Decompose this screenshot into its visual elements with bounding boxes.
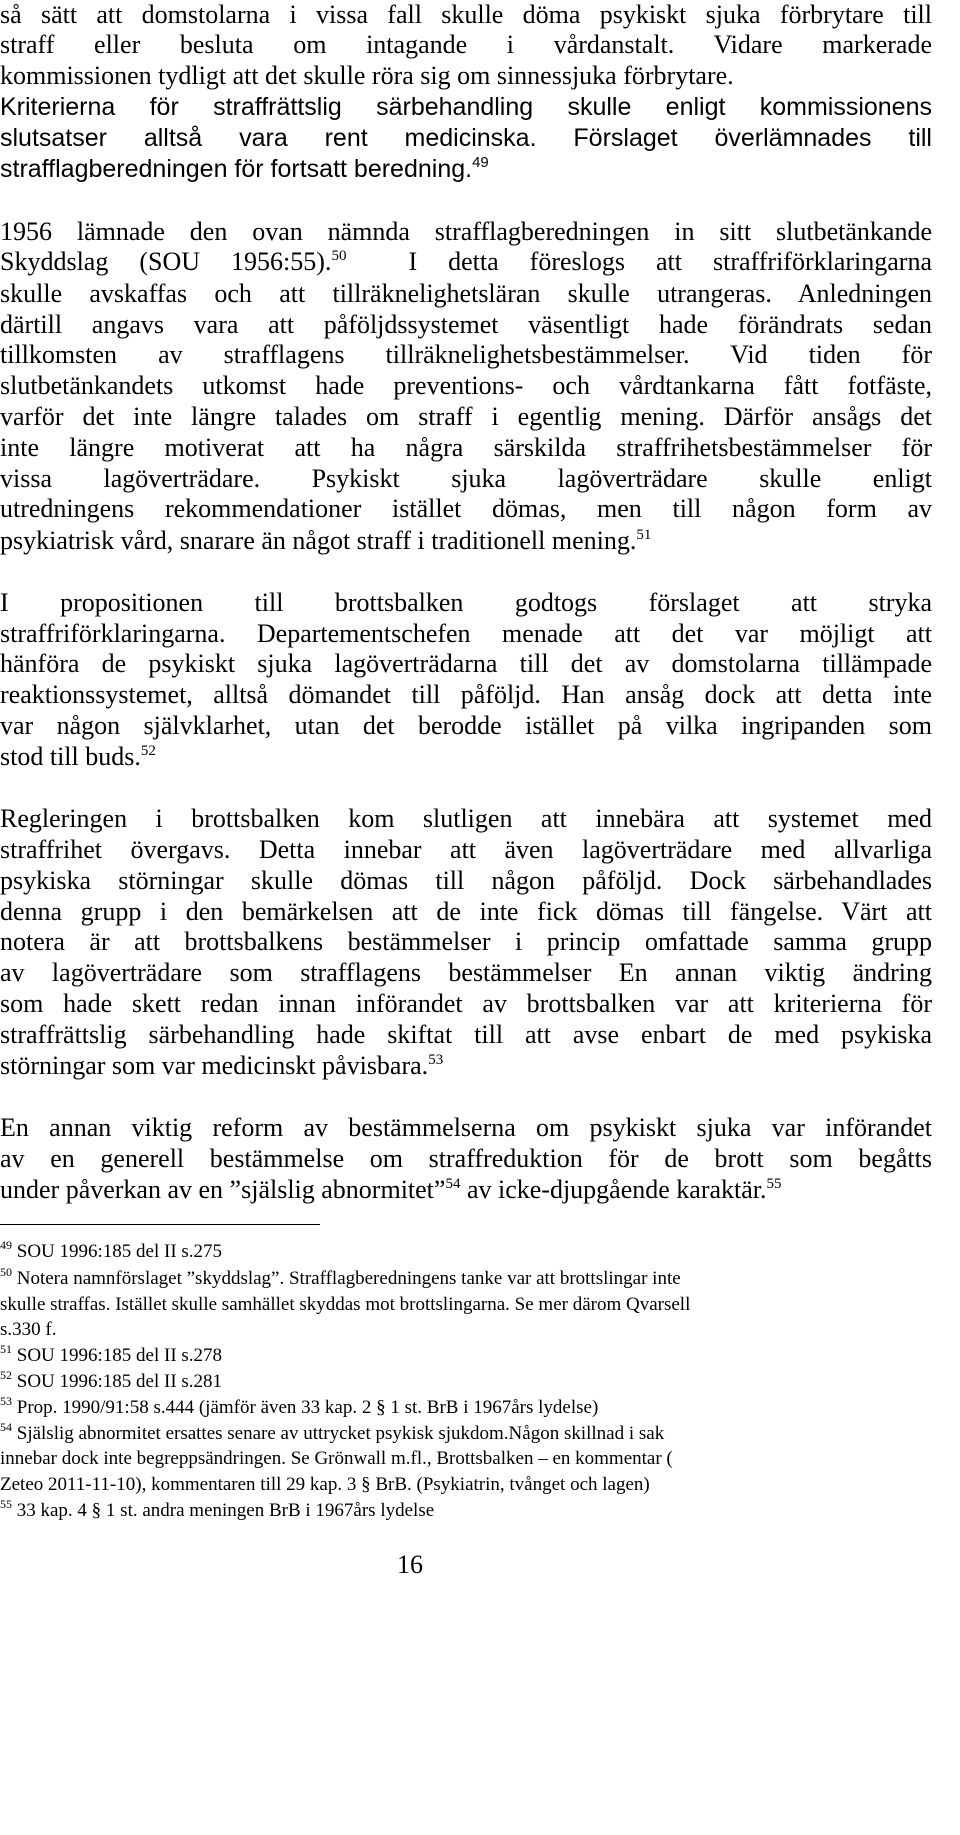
text-line: därtill angavs vara att påföljdssystemet väsentligt hade förändrats sedan <box>0 310 932 339</box>
text-line: straffriförklaringarna. Departementschefen menade att det var möjligt att <box>0 619 932 648</box>
text-line: straffrättslig särbehandling hade skiftat till att avse enbart de med psykiska <box>0 1020 932 1049</box>
footnote-continuation: skulle straffas. Istället skulle samhället skyddas mot brottslingarna. Se mer därom Qvarsell <box>0 1294 691 1315</box>
text-line: Skyddslag (SOU 1956:55).$^{50}$ I detta föreslogs att straffriförklaringarna <box>0 247 932 276</box>
footnote: $^{49}$ SOU 1996:185 del II s.275 <box>0 1238 223 1262</box>
text-line: som hade skett redan innan införandet av brottsbalken var att kriterierna för <box>0 989 932 1018</box>
footnote: $^{50}$ Notera namnförslaget ”skyddslag”. Strafflagberedningens tanke var att brottslingar inte <box>0 1265 681 1289</box>
footnote: $^{52}$ SOU 1996:185 del II s.281 <box>0 1368 223 1392</box>
text-line: av lagöverträdare som strafflagens bestämmelser En annan viktig ändring <box>0 958 932 987</box>
text-line: straffrihet övergavs. Detta innebar att även lagöverträdare med allvarliga <box>0 835 932 864</box>
text-line: 1956 lämnade den ovan nämnda strafflagberedningen in sitt slutbetänkande <box>0 217 932 246</box>
footnote-ref: 49 <box>472 154 489 171</box>
text-line: störningar som var medicinskt påvisbara.$^{53}$ <box>0 1051 444 1080</box>
text-line: slutbetänkandets utkomst hade preventions- och vårdtankarna fått fotfäste, <box>0 371 932 400</box>
text-line: av en generell bestämmelse om straffreduktion för de brott som begåtts <box>0 1144 932 1173</box>
footnote-separator <box>0 1224 320 1225</box>
footnote-ref: 52 <box>140 743 156 759</box>
text-line: kommissionen tydligt att det skulle röra sig om sinnessjuka förbrytare. <box>0 61 734 90</box>
text-line: denna grupp i den bemärkelsen att de inte fick dömas till fängelse. Värt att <box>0 897 932 926</box>
text-line: vissa lagöverträdare. Psykiskt sjuka lagöverträdare skulle enligt <box>0 464 932 493</box>
text-line: slutsatser alltså vara rent medicinska. Förslaget överlämnades till <box>0 124 932 152</box>
footnote-ref: 55 <box>766 1176 782 1192</box>
footnote: $^{53}$ Prop. 1990/91:58 s.444 (jämför även 33 kap. 2 § 1 st. BrB i 1967års lydelse) <box>0 1394 599 1418</box>
footnote-continuation: s.330 f. <box>0 1319 57 1340</box>
text-line: skulle avskaffas och att tillräknelighetsläran skulle utrangeras. Anledningen <box>0 279 932 308</box>
text-line: utredningens rekommendationer istället dömas, men till någon form av <box>0 494 932 523</box>
text-line: stod till buds.$^{52}$ <box>0 742 156 771</box>
footnote: $^{54}$ Själslig abnormitet ersattes senare av uttrycket psykisk sjukdom.Någon skillnad i sak <box>0 1420 665 1444</box>
footnote: $^{51}$ SOU 1996:185 del II s.278 <box>0 1342 223 1366</box>
text-line: tillkomsten av strafflagens tillräknelighetsbestämmelser. Vid tiden för <box>0 340 932 369</box>
text-line: under påverkan av en ”själslig abnormitet”$^{54}$ av icke-djupgående karaktär.$^{55}$ <box>0 1175 782 1204</box>
footnote-ref: 51 <box>636 527 652 543</box>
text-line: strafflagberedningen för fortsatt beredning.$^{49}$ <box>0 154 489 183</box>
text-line: Regleringen i brottsbalken kom slutligen att innebära att systemet med <box>0 804 932 833</box>
page-number: 16 <box>397 1550 423 1579</box>
text-line: Kriterierna för straffrättslig särbehandling skulle enligt kommissionens <box>0 93 932 121</box>
text-line: I propositionen till brottsbalken godtogs förslaget att stryka <box>0 588 932 617</box>
text-line: psykiatrisk vård, snarare än något straff i traditionell mening.$^{51}$ <box>0 526 652 555</box>
footnote-ref: 50 <box>331 248 347 264</box>
footnote-ref: 54 <box>445 1176 461 1192</box>
text-line: reaktionssystemet, alltså dömandet till påföljd. Han ansåg dock att detta inte <box>0 680 932 709</box>
text-line: straff eller besluta om intagande i vårdanstalt. Vidare markerade <box>0 30 932 59</box>
footnote-continuation: Zeteo 2011-11-10), kommentaren till 29 kap. 3 § BrB. (Psykiatrin, tvånget och lagen) <box>0 1474 650 1495</box>
text-line: varför det inte längre talades om straff i egentlig mening. Därför ansågs det <box>0 402 932 431</box>
text-line: hänföra de psykiskt sjuka lagöverträdarna till det av domstolarna tillämpade <box>0 649 932 678</box>
footnote-continuation: innebar dock inte begreppsändringen. Se Grönwall m.fl., Brottsbalken – en kommentar ( <box>0 1448 673 1469</box>
text-line: psykiska störningar skulle dömas till någon påföljd. Dock särbehandlades <box>0 866 932 895</box>
footnote-ref: 53 <box>428 1052 444 1068</box>
footnote: $^{55}$ 33 kap. 4 § 1 st. andra meningen BrB i 1967års lydelse <box>0 1497 435 1521</box>
text-line: inte längre motiverat att ha några särskilda straffrihetsbestämmelser för <box>0 433 932 462</box>
text-line: var någon självklarhet, utan det berodde istället på vilka ingripanden som <box>0 711 932 740</box>
text-line: En annan viktig reform av bestämmelserna om psykiskt sjuka var införandet <box>0 1113 932 1142</box>
text-line: så sätt att domstolarna i vissa fall skulle döma psykiskt sjuka förbrytare till <box>0 0 932 29</box>
text-line: notera är att brottsbalkens bestämmelser i princip omfattade samma grupp <box>0 927 932 956</box>
